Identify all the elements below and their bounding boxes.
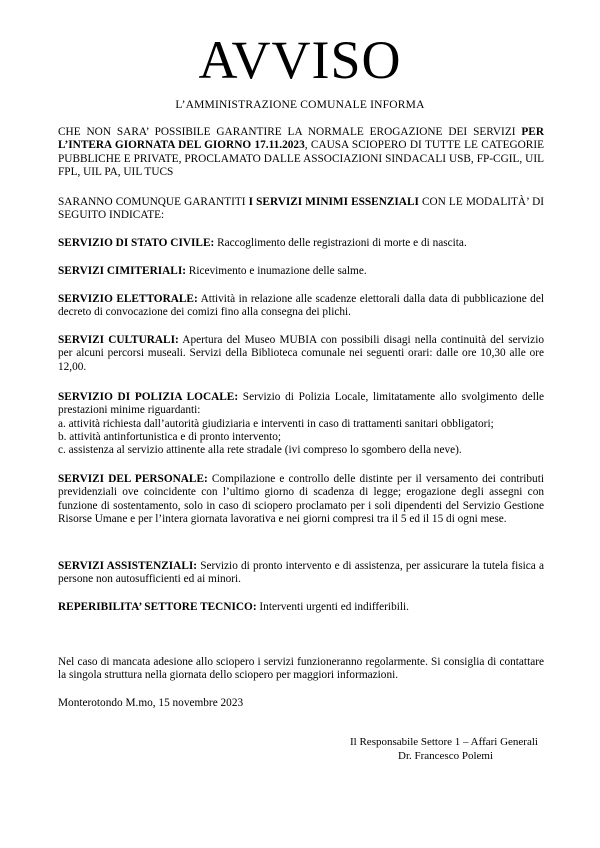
polizia-item-c: c. assistenza al servizio attinente alla rete stradale (ivi compreso lo sgombero della neve).	[58, 444, 462, 457]
intro-text-end: , CAUSA SCIOPERO DI TUTTE LE CATEGORIE PUBBLICHE E PRIVATE, PROCLAMATO DALLE ASSOCIAZIONI SINDACALI USB, FP-CGIL, UIL FPL, UIL PA, UIL TUCS	[58, 139, 544, 179]
guarantee-highlight: I SERVIZI MINIMI ESSENZIALI	[248, 196, 419, 208]
notice-title: AVVISO	[198, 30, 402, 90]
service-text: Servizio di pronto intervento e di assistenza, per assicurare la tutela fisica a persone non autosufficienti ed ai minori.	[58, 560, 544, 586]
service-heading: SERVIZIO DI STATO CIVILE:	[58, 237, 215, 249]
service-culturali	[58, 334, 544, 374]
notice-subtitle: L’AMMINISTRAZIONE COMUNALE INFORMA	[175, 99, 425, 111]
service-heading: SERVIZI CULTURALI:	[58, 334, 179, 346]
service-heading: SERVIZIO DI POLIZIA LOCALE:	[58, 391, 239, 403]
intro-paragraph	[58, 126, 544, 180]
service-heading: REPERIBILITA’ SETTORE TECNICO:	[58, 601, 257, 613]
service-stato-civile	[58, 237, 544, 250]
service-text: Raccoglimento delle registrazioni di morte e di nascita.	[214, 237, 467, 249]
guarantee-paragraph	[58, 196, 544, 223]
place-date: Monterotondo M.mo, 15 novembre 2023	[58, 697, 244, 709]
signature-name: Dr. Francesco Polemi	[398, 750, 494, 762]
intro-text-start: CHE NON SARA’ POSSIBILE GARANTIRE LA NORMALE EROGAZIONE DEI SERVIZI	[58, 126, 522, 138]
guarantee-text-start: SARANNO COMUNQUE GARANTITI	[58, 196, 249, 208]
polizia-item-b: b. attività antinfortunistica e di pronto intervento;	[58, 430, 282, 443]
intro-strike-date: PER L’INTERA GIORNATA DEL GIORNO 17.11.2023	[58, 126, 544, 152]
service-heading: SERVIZI CIMITERIALI:	[58, 265, 186, 277]
service-text: Servizio di Polizia Locale, limitatamente allo svolgimento delle prestazioni minime riguardanti:	[58, 391, 544, 417]
guarantee-text-end: CON LE MODALITÀ’ DI SEGUITO INDICATE:	[58, 196, 544, 222]
service-text: Apertura del Museo MUBIA con possibili disagi nella continuità del servizio per alcuni percorsi museali. Servizi della Biblioteca comunale nei seguenti orari: dalle ore 10,30 alle ore 12,00.	[58, 334, 544, 373]
service-personale	[58, 473, 544, 526]
service-text: Interventi urgenti ed indifferibili.	[256, 601, 409, 613]
signature-role: Il Responsabile Settore 1 – Affari Generali	[350, 736, 538, 748]
service-heading: SERVIZIO ELETTORALE:	[58, 293, 198, 305]
service-elettorale	[58, 293, 544, 320]
service-heading: SERVIZI ASSISTENZIALI:	[58, 560, 198, 572]
service-text: Attività in relazione alle scadenze elettorali dalla data di pubblicazione del decreto di convocazione dei comizi fino alla consegna dei plichi.	[58, 293, 544, 319]
service-polizia-locale	[58, 391, 544, 457]
service-text: Ricevimento e inumazione delle salme.	[185, 265, 367, 277]
service-reperibilita	[58, 601, 544, 614]
service-heading: SERVIZI DEL PERSONALE:	[58, 473, 208, 485]
service-text: Compilazione e controllo delle distinte per il versamento dei contributi previdenziali ove coincidente con l’ultimo giorno di scadenza di legge; erogazione degli assegni con funzione di sostentamento, solo in caso di sciopero proclamato per i soli dipendenti del Servizio Gestione Risorse Umane e per l’intera giornata lavorativa e nei giorni compresi tra il 5 ed il 15 di ogni mese.	[58, 473, 544, 525]
service-cimiteriali	[58, 265, 544, 278]
service-assistenziali	[58, 560, 544, 587]
closing-paragraph: Nel caso di mancata adesione allo sciopero i servizi funzioneranno regolarmente. Si consiglia di contattare la singola struttura nella giornata dello sciopero per maggiori informazioni.	[58, 656, 544, 682]
polizia-item-a: a. attività richiesta dall’autorità giudiziaria e interventi in caso di trattamenti sanitari obbligatori;	[58, 417, 494, 430]
